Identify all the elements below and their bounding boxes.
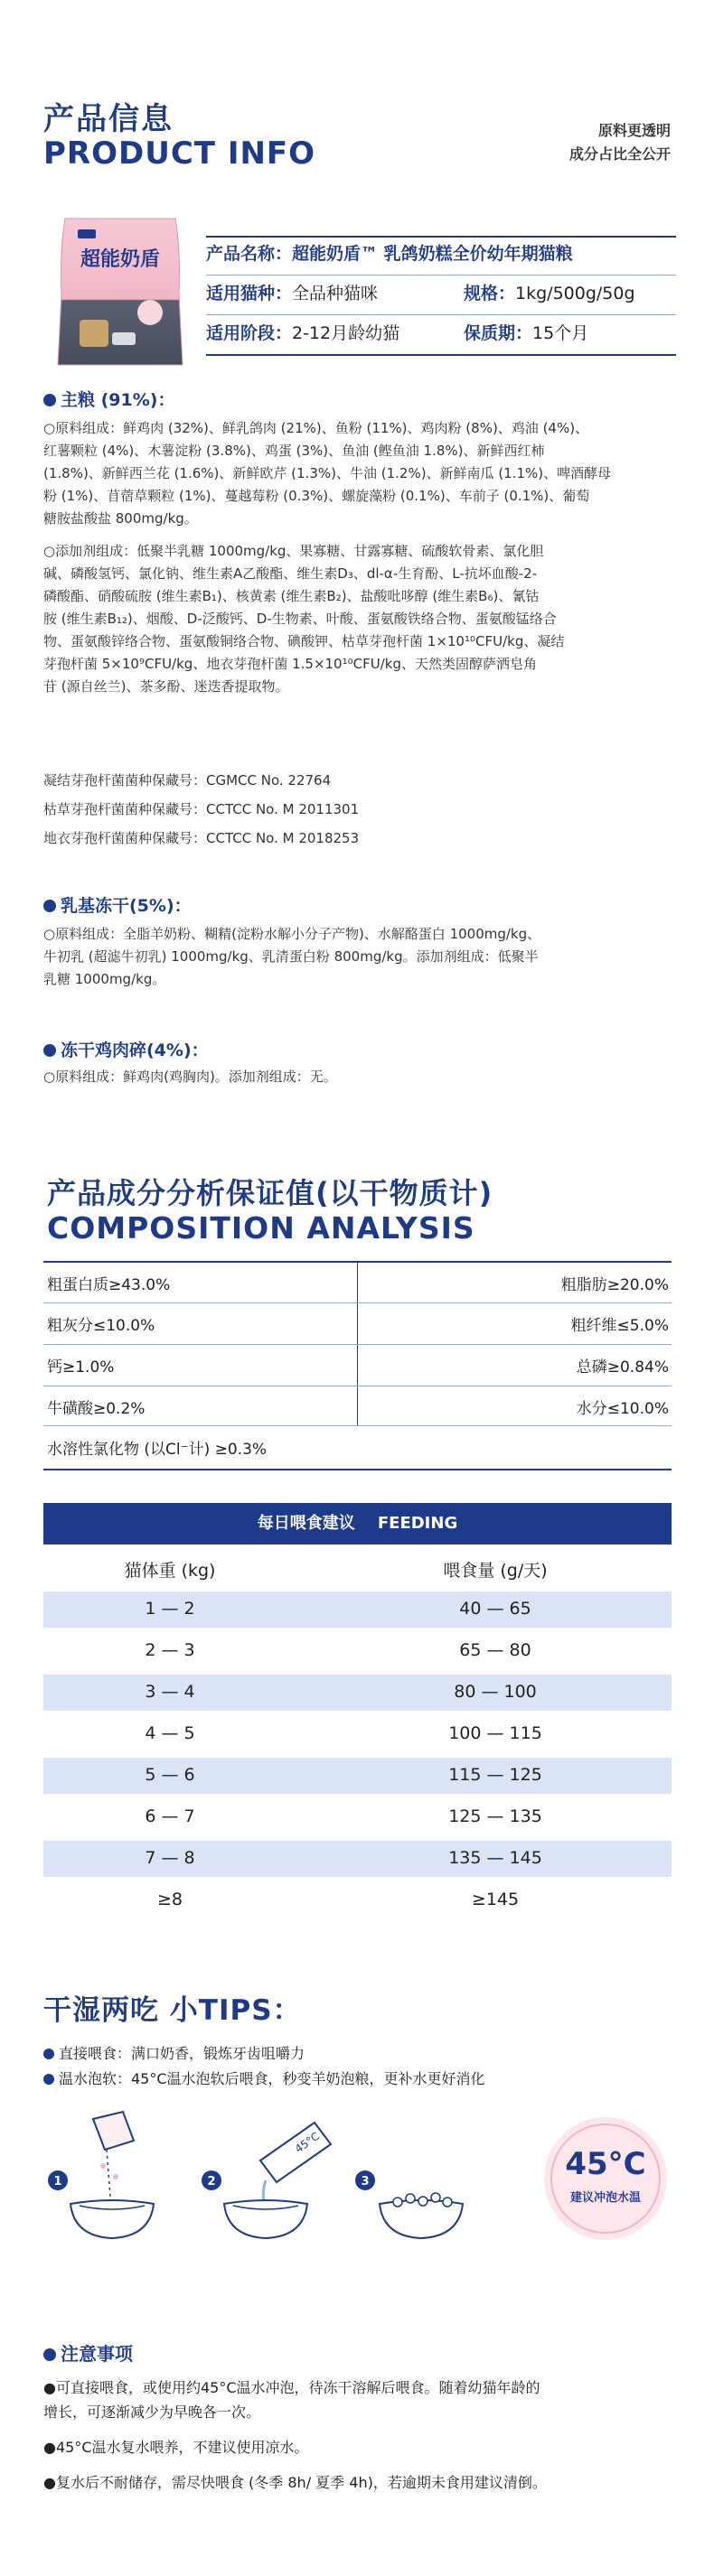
chicken-line: ○原料组成：鲜鸡肉(鸡胸肉)。添加剂组成：无。 xyxy=(43,1069,337,1085)
feeding-amount: 100 — 115 xyxy=(448,1723,542,1743)
composition-title-cn: 产品成分分析保证值(以干物质计) xyxy=(47,1176,493,1210)
feeding-amount: 135 — 145 xyxy=(448,1848,542,1868)
tip-direct xyxy=(43,2041,676,2067)
feeding-row xyxy=(43,1675,672,1711)
additive-line: 磷酸酯、硝酸硫胺 (维生素B₁)、核黄素 (维生素B₂)、盐酸吡哆醇 (维生素B₆)、氰钴 xyxy=(43,588,540,604)
stage-value: 2-12月龄幼猫 xyxy=(292,323,400,343)
strain-line: 凝结芽孢杆菌菌种保藏号：CGMCC No. 22764 xyxy=(43,772,332,789)
feeding-row xyxy=(43,1633,672,1669)
tips-title: 干湿两吃 小TIPS： xyxy=(43,1994,302,2027)
note-line: ●复水后不耐储存，需尽快喂食 (冬季 8h/ 夏季 4h)，若逾期未食用建议清倒。 xyxy=(43,2474,547,2491)
feeding-weight: 1 — 2 xyxy=(145,1599,195,1619)
additive-line: 芽孢杆菌 5×10⁹CFU/kg、地衣芽孢杆菌 1.5×10¹⁰CFU/kg、天然类固醇萨洒皂角 xyxy=(43,656,537,672)
comp-moisture: 水分≤10.0% xyxy=(576,1400,669,1418)
shelf-value: 15个月 xyxy=(532,323,589,343)
raw-line: 红薯颗粒 (4%)、木薯淀粉 (3.8%)、鸡蛋 (3%)、鱼油 (鲣鱼油 1.8%)、新鲜西红柿 xyxy=(43,443,545,459)
bullet-icon xyxy=(43,2348,56,2361)
slogan-line-1: 原料更透明 xyxy=(597,122,671,139)
comp-calcium: 钙≥1.0% xyxy=(47,1358,115,1377)
info-divider-top xyxy=(206,236,676,238)
notes-body xyxy=(43,2375,676,2495)
feeding-row xyxy=(43,1882,672,1918)
comp-crude-fat: 粗脂肪≥20.0% xyxy=(560,1276,669,1294)
jug-temperature-label: 45°C xyxy=(292,2129,323,2156)
comp-crude-fiber: 粗纤维≤5.0% xyxy=(570,1317,669,1335)
chicken-freeze-heading xyxy=(43,1037,209,1061)
comp-chloride: 水溶性氯化物 (以Cl⁻计) ≥0.3% xyxy=(47,1441,268,1459)
strain-list xyxy=(43,766,676,853)
note-line: 增长，可逐渐减少为早晚各一次。 xyxy=(43,2403,261,2421)
soak-steps-icon xyxy=(43,2110,513,2245)
water-temperature-badge xyxy=(542,2115,669,2242)
milk-freeze-heading-text: 乳基冻干(5%)： xyxy=(61,896,192,916)
info-row-stage xyxy=(206,320,676,350)
svg-text:超能奶盾: 超能奶盾 xyxy=(80,248,161,271)
note-line: ●可直接喂食，或使用约45°C温水冲泡，待冻干溶解后喂食。随着幼猫年龄的 xyxy=(43,2379,540,2396)
milk-line: ○原料组成：全脂羊奶粉、糊精(淀粉水解小分子产物)、水解酪蛋白 1000mg/kg、 xyxy=(43,926,541,942)
spec-value: 1kg/500g/50g xyxy=(515,284,635,303)
feeding-row xyxy=(43,1799,672,1835)
main-grain-heading xyxy=(43,387,174,411)
composition-rule xyxy=(43,1344,672,1345)
additive-line: 苷 (源自丝兰)、茶多酚、迷迭香提取物。 xyxy=(43,678,289,695)
cat-value: 全品种猫咪 xyxy=(292,284,379,303)
feeding-weight: ≥8 xyxy=(156,1890,183,1909)
strain-line: 枯草芽孢杆菌菌种保藏号：CCTCC No. M 2011301 xyxy=(43,801,360,817)
feeding-amount: 125 — 135 xyxy=(448,1806,542,1826)
tip-soak xyxy=(43,2067,676,2092)
additive-line: 碱、磷酸氢钙、氯化钠、维生素A乙酸酯、维生素D₃、dl-α-生育酚、L-抗坏血酸-2- xyxy=(43,565,538,582)
bullet-icon xyxy=(43,2049,54,2059)
main-grain-heading-text: 主粮 (91%)： xyxy=(61,390,175,410)
feeding-row xyxy=(43,1841,672,1877)
additive-line: 胺 (维生素B₁₂)、烟酸、D-泛酸钙、D-生物素、叶酸、蛋氨酸铁络合物、蛋氨酸锰络合 xyxy=(43,611,557,627)
feeding-amount: 40 — 65 xyxy=(459,1599,531,1619)
comp-taurine: 牛磺酸≥0.2% xyxy=(47,1400,146,1418)
product-bag-image xyxy=(52,213,188,370)
stage-label: 适用阶段： xyxy=(206,323,293,343)
chicken-freeze-body xyxy=(43,1066,676,1088)
step-1-number: 1 xyxy=(53,2175,62,2189)
composition-bottom-rule xyxy=(43,1469,672,1470)
info-row-name xyxy=(206,240,676,271)
milk-freeze-body xyxy=(43,923,676,991)
composition-title-en: COMPOSITION ANALYSIS xyxy=(47,1210,475,1246)
info-row-cat xyxy=(206,280,676,311)
feeding-weight: 5 — 6 xyxy=(145,1765,195,1785)
feeding-weight: 3 — 4 xyxy=(145,1682,195,1702)
bullet-icon xyxy=(43,394,56,406)
main-grain-additives xyxy=(43,540,676,698)
shelf-label: 保质期： xyxy=(464,323,533,343)
feeding-amount: 65 — 80 xyxy=(459,1640,531,1660)
col-amount: 喂食量 (g/天) xyxy=(443,1561,548,1581)
cat-food-bag-icon xyxy=(52,213,188,370)
milk-freeze-heading xyxy=(43,892,192,917)
feeding-weight: 4 — 5 xyxy=(145,1723,195,1743)
additive-line: 物、蛋氨酸锌络合物、蛋氨酸铜络合物、碘酸钾、枯草芽孢杆菌 1×10¹⁰CFU/kg、凝结 xyxy=(43,633,565,649)
bullet-icon xyxy=(43,1044,56,1057)
raw-line: 糖胺盐酸盐 800mg/kg。 xyxy=(43,510,198,527)
step-2-number: 2 xyxy=(207,2175,216,2189)
tip-soak-text: 温水泡软：45°C温水泡软后喂食，秒变羊奶泡粮，更补水更好消化 xyxy=(59,2070,485,2087)
feeding-weight: 2 — 3 xyxy=(145,1640,195,1660)
feeding-row xyxy=(43,1758,672,1794)
soak-steps-illustration xyxy=(43,2110,513,2245)
composition-rule xyxy=(43,1425,672,1426)
step-3-number: 3 xyxy=(361,2175,370,2189)
feeding-amount: 80 — 100 xyxy=(454,1682,537,1702)
bullet-icon xyxy=(43,900,56,912)
notes-heading-text: 注意事项 xyxy=(61,2343,133,2365)
milk-line: 牛初乳 (超滤牛初乳) 1000mg/kg、乳清蛋白粉 800mg/kg。添加剂组成：低聚半 xyxy=(43,948,539,965)
feeding-weight: 6 — 7 xyxy=(145,1806,195,1826)
feeding-amount: 115 — 125 xyxy=(448,1765,542,1785)
spec-label: 规格： xyxy=(464,284,516,303)
raw-line: 粉 (1%)、苜蓿草颗粒 (1%)、蔓越莓粉 (0.3%)、螺旋藻粉 (0.1%)、车前子 (0.1%)、葡萄 xyxy=(43,488,590,504)
page-title-cn: 产品信息 xyxy=(43,101,174,137)
tip-direct-text: 直接喂食：满口奶香，锻炼牙齿咀嚼力 xyxy=(59,2045,305,2062)
badge-text: 建议冲泡水温 xyxy=(569,2191,641,2205)
raw-line: ○原料组成：鲜鸡肉 (32%)、鲜乳鸽肉 (21%)、鱼粉 (11%)、鸡肉粉 (8%)、鸡油 (4%)、 xyxy=(43,420,589,436)
feeding-column-headers xyxy=(43,1550,672,1586)
slogan xyxy=(569,119,671,166)
col-weight: 猫体重 (kg) xyxy=(124,1561,216,1581)
feeding-amount: ≥145 xyxy=(471,1890,520,1909)
feeding-row xyxy=(43,1591,672,1628)
feeding-weight: 7 — 8 xyxy=(145,1848,195,1868)
strain-line: 地衣芽孢杆菌菌种保藏号：CCTCC No. M 2018253 xyxy=(43,830,360,846)
milk-line: 乳糖 1000mg/kg。 xyxy=(43,971,166,987)
composition-rule xyxy=(43,1302,672,1303)
raw-line: (1.8%)、新鲜西兰花 (1.6%)、新鲜欧芹 (1.3%)、牛油 (1.2%)、新鲜南瓜 (1.1%)、啤酒酵母 xyxy=(43,465,612,481)
name-label: 产品名称： xyxy=(206,244,293,264)
cat-label: 适用猫种： xyxy=(206,284,293,303)
comp-crude-protein: 粗蛋白质≥43.0% xyxy=(47,1276,171,1294)
info-divider-bottom xyxy=(206,354,676,356)
name-value: 超能奶盾™ 乳鸽奶糕全价幼年期猫粮 xyxy=(292,244,573,264)
badge-temperature: 45°C xyxy=(565,2146,646,2182)
main-grain-raw xyxy=(43,417,676,530)
notes-heading xyxy=(43,2339,133,2366)
page-title-en: PRODUCT INFO xyxy=(43,135,316,172)
note-line: ●45°C温水复水喂养，不建议使用凉水。 xyxy=(43,2439,309,2456)
feeding-header: 每日喂食建议 FEEDING xyxy=(43,1503,672,1545)
bullet-icon xyxy=(43,2074,54,2085)
comp-phosphorus: 总磷≥0.84% xyxy=(576,1358,669,1377)
comp-crude-ash: 粗灰分≤10.0% xyxy=(47,1317,155,1335)
info-divider xyxy=(206,314,676,315)
feeding-row xyxy=(43,1716,672,1752)
chicken-freeze-heading-text: 冻干鸡肉碎(4%)： xyxy=(61,1041,209,1060)
slogan-line-2: 成分占比全公开 xyxy=(568,145,671,163)
additive-line: ○添加剂组成：低聚半乳糖 1000mg/kg、果寡糖、甘露寡糖、硫酸软骨素、氯化胆 xyxy=(43,543,544,559)
